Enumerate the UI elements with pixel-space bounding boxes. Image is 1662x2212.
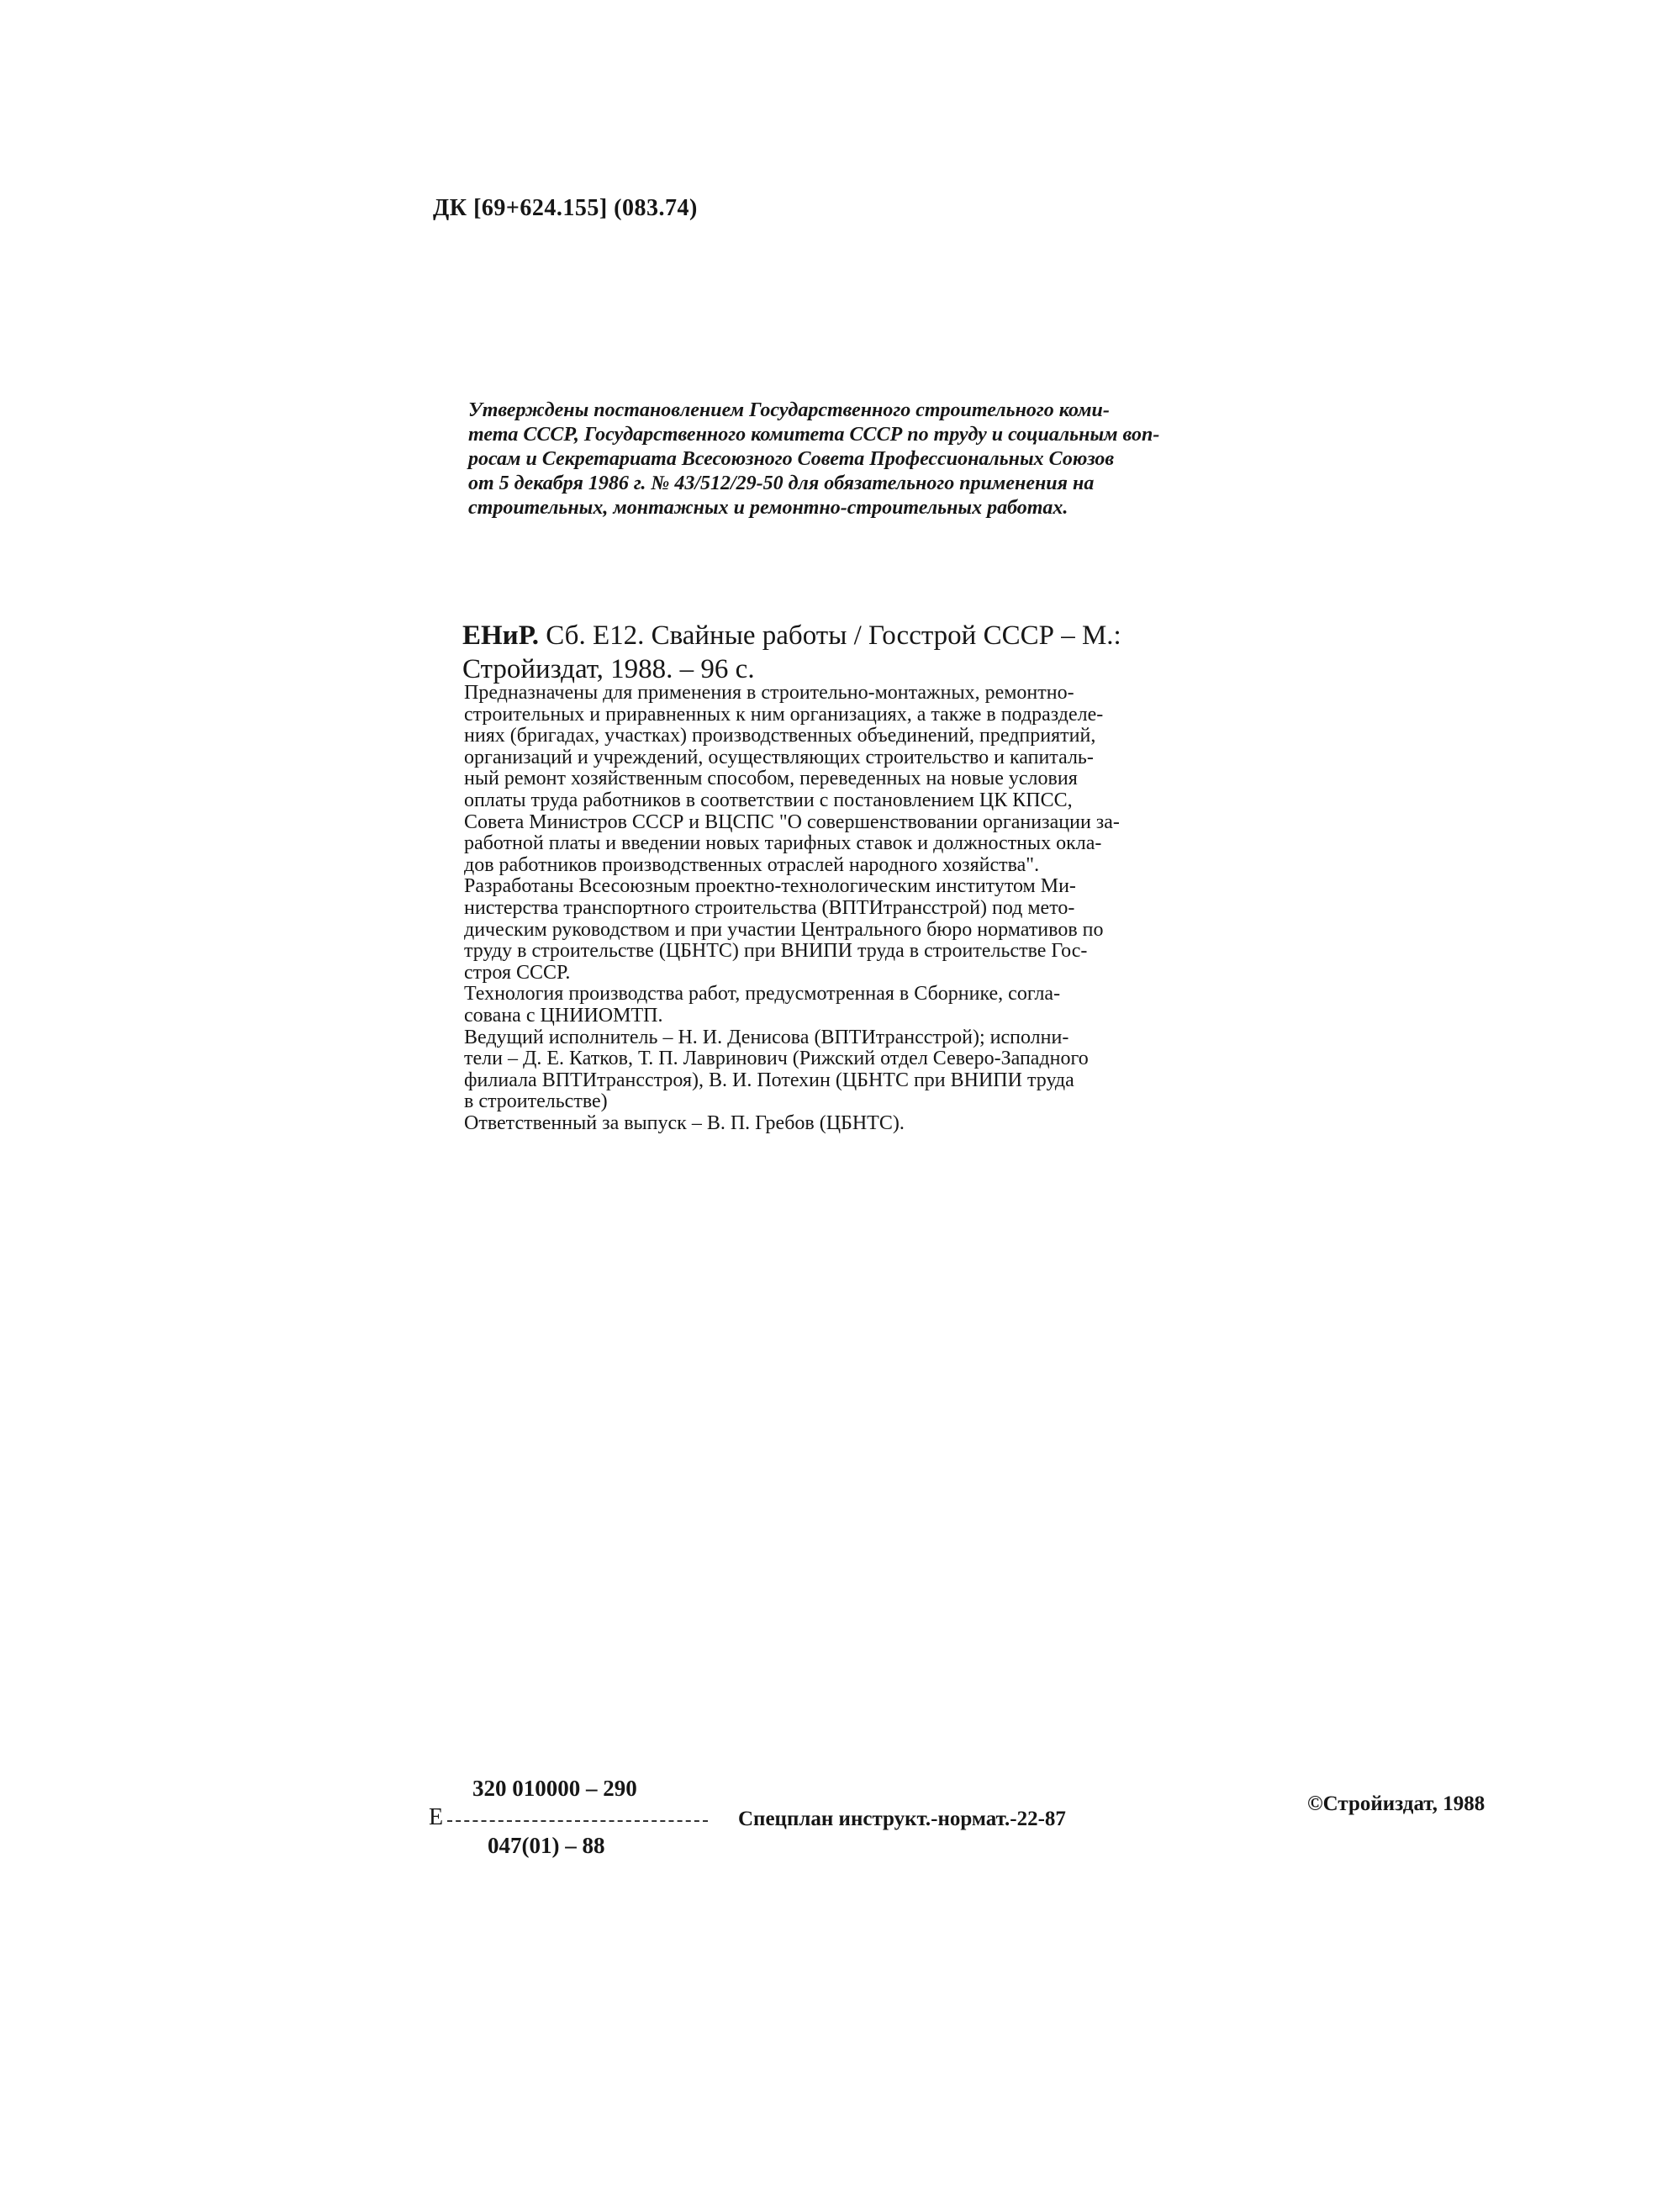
imprint-plan: Спецплан инструкт.-нормат.-22-87 <box>738 1808 1066 1830</box>
annotation-paragraph <box>433 876 1230 984</box>
approval-line: от 5 декабря 1986 г. № 43/512/29-50 для обязательного применения на <box>468 472 1095 494</box>
annotation-paragraph <box>433 984 1230 1027</box>
approval-note <box>468 399 1216 520</box>
bibliographic-entry <box>462 619 1226 686</box>
annotation-line: Совета Министров СССР и ВЦСПС "О совершенствовании организации за- <box>464 810 1120 833</box>
annotation-line: тели – Д. Е. Катков, Т. П. Лавринович (Рижский отдел Северо-Западного <box>464 1048 1089 1070</box>
annotation-line: строя СССР. <box>464 961 571 984</box>
annotation-line: Предназначены для применения в строительно-монтажных, ремонтно- <box>464 682 1074 704</box>
copyright-notice: ©Стройиздат, 1988 <box>1307 1792 1485 1815</box>
annotation-line: дов работников производственных отраслей народного хозяйства". <box>464 853 1040 876</box>
annotation-line: оплаты труда работников в соответствии с постановлением ЦК КПСС, <box>464 789 1073 811</box>
approval-line: росам и Секретариата Всесоюзного Совета Профессиональных Союзов <box>468 448 1115 470</box>
imprint-letter: Е <box>429 1804 444 1830</box>
annotation-line: труду в строительстве (ЦБНТС) при ВНИПИ труда в строительстве Гос- <box>464 940 1088 963</box>
annotation-line: дическим руководством и при участии Центрального бюро нормативов по <box>464 918 1104 941</box>
bibliographic-line <box>462 619 1226 652</box>
udk-code: ДК [69+624.155] (083.74) <box>433 195 698 221</box>
annotation-line: нистерства транспортного строительства (ВПТИтрансстрой) под мето- <box>464 896 1075 919</box>
annotation-line: ниях (бригадах, участках) производственных объединений, предприятий, <box>464 725 1096 747</box>
annotation-line: Ответственный за выпуск – В. П. Гребов (ЦБНТС). <box>464 1111 905 1134</box>
annotation-line: в строительстве) <box>464 1090 608 1113</box>
annotation-line: Разработаны Всесоюзным проектно-технологическим институтом Ми- <box>464 875 1076 898</box>
annotation <box>433 683 1230 1134</box>
imprint-fraction <box>429 1776 715 1877</box>
imprint-denominator: 047(01) – 88 <box>488 1833 605 1858</box>
annotation-paragraph <box>433 683 1230 876</box>
annotation-paragraph <box>433 1113 1230 1135</box>
fraction-bar <box>447 1820 708 1822</box>
annotation-line: Ведущий исполнитель – Н. И. Денисова (ВПТИтрансстрой); исполни- <box>464 1026 1069 1048</box>
bibliographic-lead: ЕНиР. <box>462 620 539 651</box>
annotation-line: строительных и приравненных к ним организациях, а также в подразделе- <box>464 703 1104 726</box>
annotation-line: организаций и учреждений, осуществляющих строительство и капиталь- <box>464 746 1094 768</box>
approval-line: строительных, монтажных и ремонтно-строительных работах. <box>468 497 1068 519</box>
imprint-block <box>429 1776 1522 1877</box>
approval-line: Утверждены постановлением Государственного строительного коми- <box>468 399 1110 421</box>
bibliographic-title: Сб. Е12. Свайные работы / Госстрой СССР – М.: <box>546 620 1121 651</box>
annotation-line: сована с ЦНИИОМТП. <box>464 1004 663 1027</box>
approval-line: тета СССР, Государственного комитета СССР по труду и социальным воп- <box>468 424 1160 446</box>
annotation-line: работной платы и введении новых тарифных ставок и должностных окла- <box>464 832 1102 855</box>
annotation-line: Технология производства работ, предусмотренная в Сборнике, согла- <box>464 983 1061 1006</box>
annotation-paragraph <box>433 1027 1230 1113</box>
bibliographic-publisher: Стройиздат, 1988. – 96 с. <box>462 654 755 684</box>
imprint-numerator: 320 010000 – 290 <box>472 1776 637 1801</box>
annotation-line: филиала ВПТИтрансстроя), В. И. Потехин (ЦБНТС при ВНИПИ труда <box>464 1069 1074 1091</box>
annotation-line: ный ремонт хозяйственным способом, переведенных на новые условия <box>464 768 1078 790</box>
